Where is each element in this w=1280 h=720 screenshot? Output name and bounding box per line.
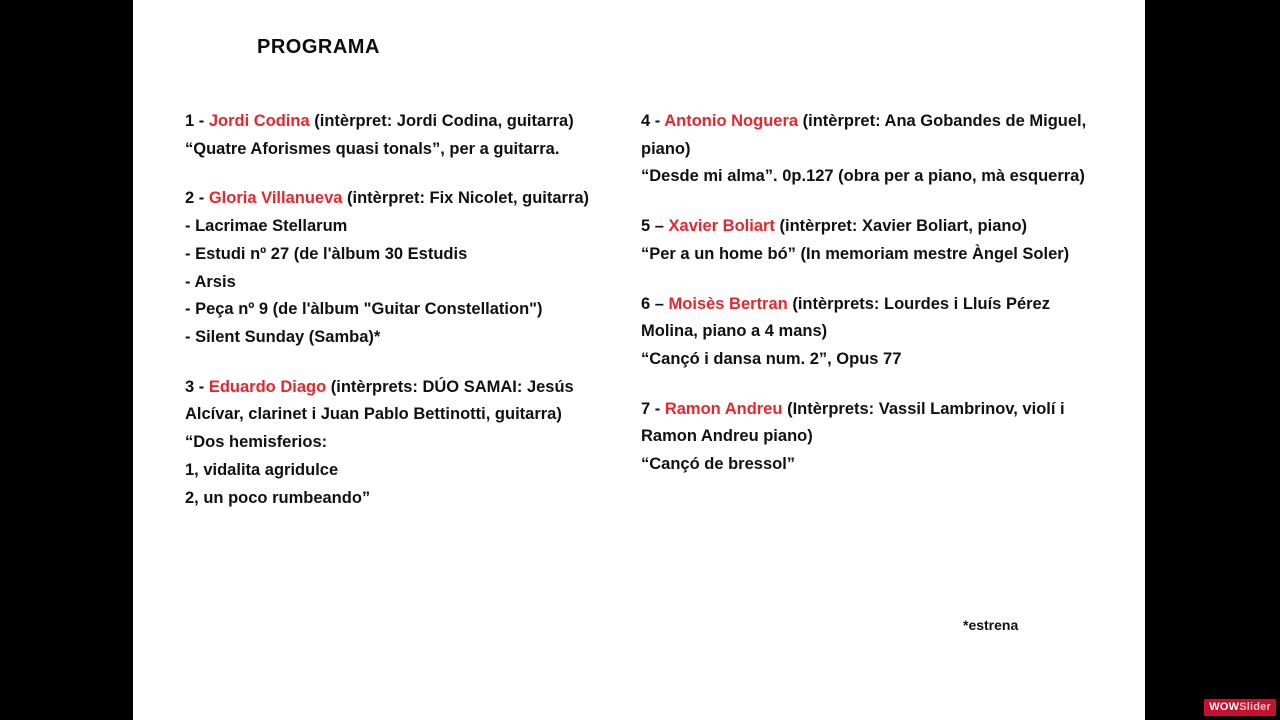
slide-canvas — [133, 0, 1145, 720]
program-entry-work: - Peça nº 9 (de l'àlbum "Guitar Constellation") — [185, 300, 543, 319]
composer-name: Jordi Codina — [208, 112, 310, 130]
program-entry-work: “Cançó de bressol” — [641, 455, 796, 474]
performer-info: (Intèrprets: Vassil Lambrinov, violí i Ramon Andreu piano) — [641, 399, 1065, 446]
program-entry-work: “Quatre Aforismes quasi tonals”, per a guitarra. — [185, 139, 560, 158]
performer-info: (intèrpret: Ana Gobandes de Miguel, piano) — [641, 112, 1087, 158]
composer-name: Eduardo Diago — [208, 377, 327, 396]
program-entry — [185, 108, 605, 163]
entry-number: 1 - — [185, 112, 209, 130]
program-column-right — [641, 108, 1111, 501]
program-entry-headline — [641, 108, 1111, 163]
program-entry-work: - Silent Sunday (Samba)* — [185, 328, 381, 347]
program-entry-work: “Per a un home bó” (In memoriam mestre Àngel Soler) — [641, 244, 1070, 263]
performer-info: (intèrpret: Xavier Boliart, piano) — [774, 217, 1028, 236]
composer-name: Xavier Boliart — [668, 217, 775, 236]
composer-name: Gloria Villanueva — [208, 189, 343, 208]
entry-number: 3 - — [185, 377, 209, 396]
program-entry — [185, 185, 605, 351]
letterbox-right — [1145, 0, 1280, 720]
entry-number: 7 - — [641, 399, 665, 418]
program-column-left — [185, 108, 605, 534]
performer-info: (intèrprets: DÚO SAMAI: Jesús Alcívar, clarinet i Juan Pablo Bettinotti, guitarra) — [185, 377, 574, 424]
composer-name: Ramon Andreu — [664, 399, 783, 418]
watermark-slider-text: Slider — [1239, 701, 1271, 713]
performer-info: (intèrpret: Fix Nicolet, guitarra) — [342, 189, 590, 208]
entry-number: 6 – — [641, 294, 669, 313]
program-entry-headline — [641, 291, 1111, 346]
performer-info: (intèrprets: Lourdes i Lluís Pérez Molina, piano a 4 mans) — [641, 294, 1050, 341]
program-entry — [641, 213, 1111, 268]
program-entry-work: - Estudi nº 27 (de l'àlbum 30 Estudis — [185, 244, 468, 263]
program-entry — [641, 396, 1111, 479]
page-title: PROGRAMA — [257, 36, 380, 58]
footnote: *estrena — [963, 617, 1019, 633]
program-entry-work: 2, un poco rumbeando” — [185, 488, 371, 507]
program-entry-work: “Dos hemisferios: — [185, 433, 328, 452]
program-entry-work: - Lacrimae Stellarum — [185, 217, 348, 236]
watermark-wow-text: WOW — [1209, 701, 1240, 713]
program-entry-work: 1, vidalita agridulce — [185, 460, 339, 479]
entry-number: 4 - — [641, 112, 665, 130]
program-entry-headline — [185, 108, 605, 136]
program-entry — [641, 108, 1111, 191]
program-entry-headline — [185, 185, 605, 213]
program-entry-headline — [641, 396, 1111, 451]
entry-number: 2 - — [185, 189, 209, 208]
program-entry-work: “Cançó i dansa num. 2”, Opus 77 — [641, 350, 902, 369]
program-entry — [185, 374, 605, 513]
wowslider-watermark — [1204, 699, 1276, 716]
composer-name: Moisès Bertran — [668, 294, 788, 313]
program-entry-work: - Arsis — [185, 272, 236, 291]
performer-info: (intèrpret: Jordi Codina, guitarra) — [309, 112, 574, 130]
composer-name: Antonio Noguera — [664, 112, 799, 130]
entry-number: 5 – — [641, 217, 669, 236]
program-entry-headline — [185, 374, 605, 429]
program-entry — [641, 291, 1111, 374]
program-entry-headline — [641, 213, 1111, 241]
letterbox-left — [0, 0, 133, 720]
program-entry-work: “Desde mi alma”. 0p.127 (obra per a piano, mà esquerra) — [641, 167, 1085, 186]
